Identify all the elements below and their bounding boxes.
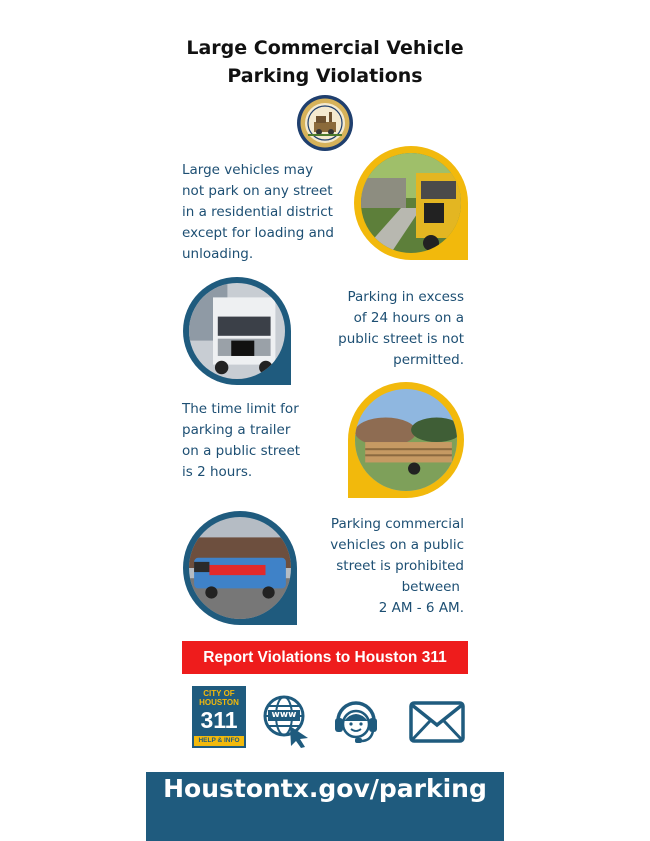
rule-text-1: Large vehicles may not park on any street in a residential district except for loading and unloading. <box>182 162 334 262</box>
footer-url-link[interactable]: Houstontx.gov/parking <box>163 774 487 803</box>
footer-url-bar[interactable] <box>146 772 504 841</box>
houston-311-badge-icon[interactable]: CITY OF HOUSTON 311 HELP & INFO <box>192 686 246 748</box>
city-seal-icon <box>296 94 354 152</box>
phone-agent-icon[interactable] <box>333 697 379 745</box>
semi-truck-photo <box>189 283 285 379</box>
rule-text-4: Parking commercial vehicles on a public street is prohibited between 2 AM - 6 AM. <box>330 516 464 616</box>
page-title-line-1: Large Commercial Vehicle <box>186 37 464 59</box>
page-title-line-2: Parking Violations <box>227 65 423 87</box>
web-icon[interactable]: www <box>262 692 310 748</box>
rule-text-3: The time limit for parking a trailer on a public street is 2 hours. <box>182 401 301 480</box>
commercial-van-photo <box>189 517 291 619</box>
report-violations-banner: Report Violations to Houston 311 <box>182 641 468 674</box>
truck-residential-photo <box>361 153 461 253</box>
envelope-icon[interactable] <box>409 701 465 743</box>
rule-text-2: Parking in excess of 24 hours on a public street is not permitted. <box>338 289 464 368</box>
trailer-photo <box>355 389 457 491</box>
